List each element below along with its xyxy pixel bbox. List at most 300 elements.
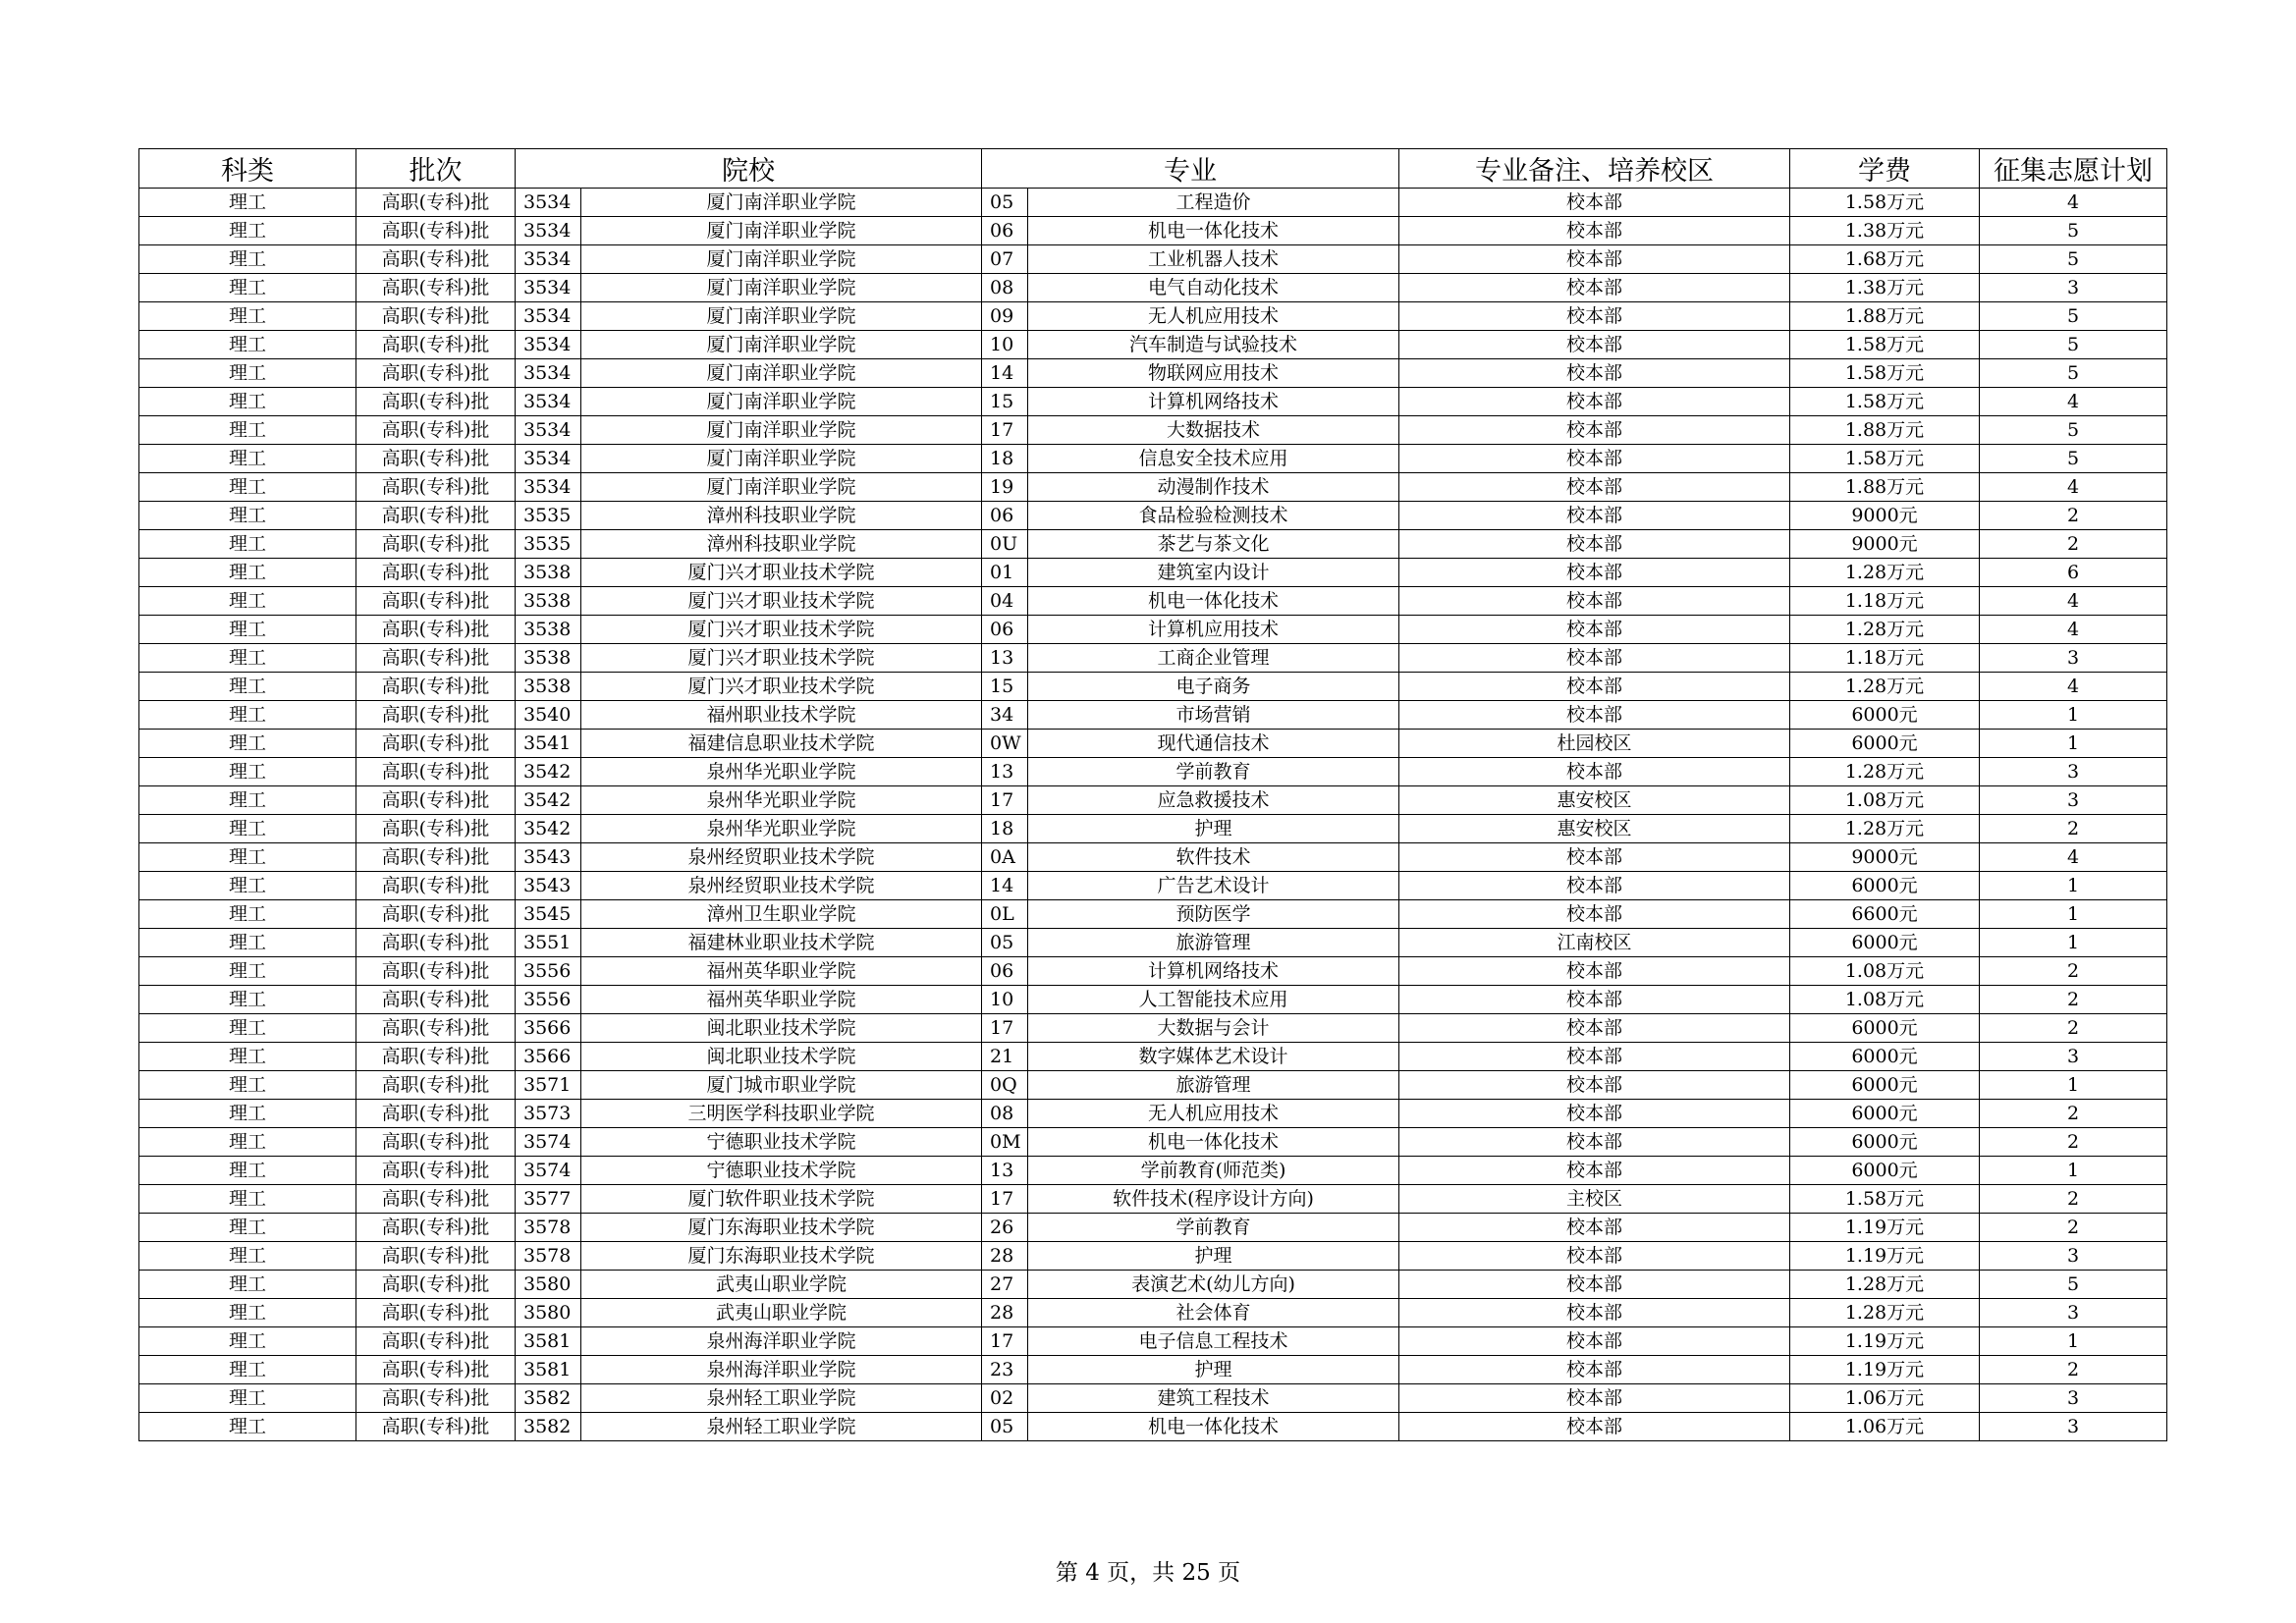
major-name-cell: 软件技术 [1028, 843, 1399, 872]
table-row [139, 616, 2167, 644]
institution-name-cell: 厦门南洋职业学院 [581, 445, 982, 473]
institution-name-cell: 厦门南洋职业学院 [581, 245, 982, 274]
batch-cell: 高职(专科)批 [356, 616, 516, 644]
major-code-cell: 17 [982, 1185, 1028, 1214]
institution-name-cell: 闽北职业技术学院 [581, 1014, 982, 1043]
batch-cell: 高职(专科)批 [356, 1043, 516, 1071]
category-cell: 理工 [139, 986, 356, 1014]
tuition-cell: 1.38万元 [1790, 274, 1980, 302]
campus-cell: 校本部 [1399, 1327, 1790, 1356]
major-code-cell: 13 [982, 1157, 1028, 1185]
institution-code-cell: 3534 [516, 189, 581, 217]
major-code-cell: 0U [982, 530, 1028, 559]
category-cell: 理工 [139, 502, 356, 530]
table-row [139, 559, 2167, 587]
institution-code-cell: 3540 [516, 701, 581, 730]
institution-code-cell: 3573 [516, 1100, 581, 1128]
tuition-cell: 1.28万元 [1790, 673, 1980, 701]
campus-cell: 校本部 [1399, 1384, 1790, 1413]
institution-code-cell: 3577 [516, 1185, 581, 1214]
campus-cell: 校本部 [1399, 416, 1790, 445]
table-row [139, 957, 2167, 986]
category-cell: 理工 [139, 245, 356, 274]
table-row [139, 730, 2167, 758]
plan-count-cell: 5 [1980, 416, 2167, 445]
campus-cell: 校本部 [1399, 1157, 1790, 1185]
table-row [139, 1214, 2167, 1242]
institution-code-cell: 3538 [516, 587, 581, 616]
major-name-cell: 机电一体化技术 [1028, 1413, 1399, 1441]
batch-cell: 高职(专科)批 [356, 359, 516, 388]
plan-count-cell: 1 [1980, 900, 2167, 929]
table-row [139, 1185, 2167, 1214]
batch-cell: 高职(专科)批 [356, 1327, 516, 1356]
major-name-cell: 机电一体化技术 [1028, 1128, 1399, 1157]
campus-cell: 校本部 [1399, 616, 1790, 644]
plan-count-cell: 5 [1980, 359, 2167, 388]
table-row [139, 1043, 2167, 1071]
institution-name-cell: 福州职业技术学院 [581, 701, 982, 730]
major-name-cell: 预防医学 [1028, 900, 1399, 929]
plan-count-cell: 2 [1980, 1128, 2167, 1157]
category-cell: 理工 [139, 388, 356, 416]
table-row [139, 217, 2167, 245]
plan-count-cell: 2 [1980, 1356, 2167, 1384]
institution-name-cell: 泉州华光职业学院 [581, 758, 982, 786]
major-name-cell: 电子信息工程技术 [1028, 1327, 1399, 1356]
campus-cell: 校本部 [1399, 189, 1790, 217]
campus-cell: 校本部 [1399, 445, 1790, 473]
major-code-cell: 07 [982, 245, 1028, 274]
major-name-cell: 机电一体化技术 [1028, 587, 1399, 616]
institution-code-cell: 3556 [516, 986, 581, 1014]
institution-code-cell: 3556 [516, 957, 581, 986]
table-row [139, 388, 2167, 416]
campus-cell: 校本部 [1399, 1413, 1790, 1441]
category-cell: 理工 [139, 1356, 356, 1384]
plan-count-cell: 5 [1980, 217, 2167, 245]
major-code-cell: 15 [982, 673, 1028, 701]
institution-code-cell: 3538 [516, 644, 581, 673]
plan-count-cell: 2 [1980, 1014, 2167, 1043]
institution-name-cell: 漳州卫生职业学院 [581, 900, 982, 929]
category-cell: 理工 [139, 1043, 356, 1071]
plan-count-cell: 5 [1980, 331, 2167, 359]
header-institution: 院校 [516, 149, 982, 189]
tuition-cell: 1.19万元 [1790, 1327, 1980, 1356]
major-name-cell: 护理 [1028, 1356, 1399, 1384]
campus-cell: 主校区 [1399, 1185, 1790, 1214]
campus-cell: 校本部 [1399, 644, 1790, 673]
batch-cell: 高职(专科)批 [356, 1271, 516, 1299]
tuition-cell: 1.18万元 [1790, 644, 1980, 673]
batch-cell: 高职(专科)批 [356, 559, 516, 587]
plan-count-cell: 2 [1980, 1214, 2167, 1242]
category-cell: 理工 [139, 758, 356, 786]
category-cell: 理工 [139, 1071, 356, 1100]
campus-cell: 校本部 [1399, 1271, 1790, 1299]
campus-cell: 校本部 [1399, 1214, 1790, 1242]
major-name-cell: 社会体育 [1028, 1299, 1399, 1327]
table-row [139, 786, 2167, 815]
institution-name-cell: 厦门南洋职业学院 [581, 359, 982, 388]
category-cell: 理工 [139, 331, 356, 359]
category-cell: 理工 [139, 1157, 356, 1185]
table-row [139, 502, 2167, 530]
table-row [139, 1356, 2167, 1384]
plan-count-cell: 3 [1980, 786, 2167, 815]
campus-cell: 校本部 [1399, 530, 1790, 559]
batch-cell: 高职(专科)批 [356, 1214, 516, 1242]
campus-cell: 校本部 [1399, 843, 1790, 872]
institution-code-cell: 3566 [516, 1043, 581, 1071]
plan-count-cell: 4 [1980, 843, 2167, 872]
institution-code-cell: 3534 [516, 245, 581, 274]
campus-cell: 校本部 [1399, 900, 1790, 929]
category-cell: 理工 [139, 900, 356, 929]
major-code-cell: 06 [982, 502, 1028, 530]
major-name-cell: 建筑室内设计 [1028, 559, 1399, 587]
major-name-cell: 护理 [1028, 815, 1399, 843]
batch-cell: 高职(专科)批 [356, 1128, 516, 1157]
batch-cell: 高职(专科)批 [356, 245, 516, 274]
table-row [139, 1242, 2167, 1271]
category-cell: 理工 [139, 445, 356, 473]
institution-code-cell: 3578 [516, 1214, 581, 1242]
major-name-cell: 广告艺术设计 [1028, 872, 1399, 900]
plan-count-cell: 2 [1980, 530, 2167, 559]
batch-cell: 高职(专科)批 [356, 1413, 516, 1441]
major-code-cell: 13 [982, 758, 1028, 786]
batch-cell: 高职(专科)批 [356, 872, 516, 900]
institution-code-cell: 3571 [516, 1071, 581, 1100]
institution-name-cell: 厦门南洋职业学院 [581, 473, 982, 502]
table-row [139, 1014, 2167, 1043]
institution-name-cell: 厦门南洋职业学院 [581, 388, 982, 416]
category-cell: 理工 [139, 1271, 356, 1299]
institution-name-cell: 泉州华光职业学院 [581, 815, 982, 843]
institution-name-cell: 厦门南洋职业学院 [581, 416, 982, 445]
plan-count-cell: 2 [1980, 986, 2167, 1014]
tuition-cell: 1.18万元 [1790, 587, 1980, 616]
major-name-cell: 应急救援技术 [1028, 786, 1399, 815]
major-name-cell: 大数据技术 [1028, 416, 1399, 445]
institution-code-cell: 3535 [516, 530, 581, 559]
plan-count-cell: 5 [1980, 1271, 2167, 1299]
batch-cell: 高职(专科)批 [356, 957, 516, 986]
major-name-cell: 工商企业管理 [1028, 644, 1399, 673]
table-row [139, 416, 2167, 445]
plan-count-cell: 4 [1980, 388, 2167, 416]
campus-cell: 校本部 [1399, 758, 1790, 786]
batch-cell: 高职(专科)批 [356, 1014, 516, 1043]
institution-name-cell: 宁德职业技术学院 [581, 1157, 982, 1185]
tuition-cell: 9000元 [1790, 843, 1980, 872]
major-name-cell: 计算机应用技术 [1028, 616, 1399, 644]
institution-code-cell: 3538 [516, 616, 581, 644]
major-name-cell: 学前教育 [1028, 758, 1399, 786]
batch-cell: 高职(专科)批 [356, 587, 516, 616]
institution-code-cell: 3542 [516, 786, 581, 815]
table-row [139, 929, 2167, 957]
batch-cell: 高职(专科)批 [356, 1185, 516, 1214]
major-name-cell: 软件技术(程序设计方向) [1028, 1185, 1399, 1214]
institution-code-cell: 3578 [516, 1242, 581, 1271]
major-name-cell: 无人机应用技术 [1028, 302, 1399, 331]
campus-cell: 校本部 [1399, 359, 1790, 388]
major-name-cell: 旅游管理 [1028, 929, 1399, 957]
plan-count-cell: 1 [1980, 1327, 2167, 1356]
tuition-cell: 1.58万元 [1790, 445, 1980, 473]
category-cell: 理工 [139, 872, 356, 900]
major-code-cell: 17 [982, 1327, 1028, 1356]
batch-cell: 高职(专科)批 [356, 786, 516, 815]
campus-cell: 校本部 [1399, 872, 1790, 900]
table-row [139, 245, 2167, 274]
batch-cell: 高职(专科)批 [356, 302, 516, 331]
institution-name-cell: 厦门兴才职业技术学院 [581, 673, 982, 701]
major-name-cell: 旅游管理 [1028, 1071, 1399, 1100]
category-cell: 理工 [139, 1100, 356, 1128]
table-row [139, 473, 2167, 502]
institution-name-cell: 厦门南洋职业学院 [581, 274, 982, 302]
plan-count-cell: 1 [1980, 872, 2167, 900]
tuition-cell: 1.19万元 [1790, 1214, 1980, 1242]
table-row [139, 359, 2167, 388]
tuition-cell: 1.19万元 [1790, 1242, 1980, 1271]
campus-cell: 校本部 [1399, 957, 1790, 986]
table-row [139, 1128, 2167, 1157]
plan-count-cell: 1 [1980, 929, 2167, 957]
tuition-cell: 6000元 [1790, 730, 1980, 758]
tuition-cell: 1.28万元 [1790, 1271, 1980, 1299]
institution-code-cell: 3534 [516, 217, 581, 245]
plan-count-cell: 5 [1980, 245, 2167, 274]
page-footer: 第 4 页，共 25 页 [1055, 1560, 1241, 1586]
table-row [139, 1157, 2167, 1185]
institution-code-cell: 3535 [516, 502, 581, 530]
category-cell: 理工 [139, 730, 356, 758]
major-code-cell: 04 [982, 587, 1028, 616]
plan-count-cell: 4 [1980, 616, 2167, 644]
institution-code-cell: 3542 [516, 758, 581, 786]
major-name-cell: 工业机器人技术 [1028, 245, 1399, 274]
major-code-cell: 05 [982, 189, 1028, 217]
plan-count-cell: 3 [1980, 1242, 2167, 1271]
tuition-cell: 6000元 [1790, 1043, 1980, 1071]
tuition-cell: 1.19万元 [1790, 1356, 1980, 1384]
major-name-cell: 数字媒体艺术设计 [1028, 1043, 1399, 1071]
table-row [139, 1071, 2167, 1100]
table-row [139, 445, 2167, 473]
admission-plan-table [138, 148, 2167, 1441]
category-cell: 理工 [139, 587, 356, 616]
header-plan: 征集志愿计划 [1980, 149, 2167, 189]
category-cell: 理工 [139, 616, 356, 644]
header-batch: 批次 [356, 149, 516, 189]
category-cell: 理工 [139, 1413, 356, 1441]
category-cell: 理工 [139, 1185, 356, 1214]
tuition-cell: 1.28万元 [1790, 1299, 1980, 1327]
institution-name-cell: 厦门东海职业技术学院 [581, 1214, 982, 1242]
plan-count-cell: 3 [1980, 1299, 2167, 1327]
institution-code-cell: 3534 [516, 302, 581, 331]
category-cell: 理工 [139, 359, 356, 388]
tuition-cell: 6000元 [1790, 929, 1980, 957]
table-row [139, 274, 2167, 302]
table-row [139, 1413, 2167, 1441]
institution-code-cell: 3582 [516, 1413, 581, 1441]
tuition-cell: 9000元 [1790, 502, 1980, 530]
institution-name-cell: 厦门南洋职业学院 [581, 189, 982, 217]
category-cell: 理工 [139, 1327, 356, 1356]
category-cell: 理工 [139, 473, 356, 502]
major-code-cell: 18 [982, 815, 1028, 843]
tuition-cell: 6000元 [1790, 1100, 1980, 1128]
major-code-cell: 02 [982, 1384, 1028, 1413]
campus-cell: 江南校区 [1399, 929, 1790, 957]
table-row [139, 331, 2167, 359]
institution-name-cell: 漳州科技职业学院 [581, 530, 982, 559]
campus-cell: 校本部 [1399, 1128, 1790, 1157]
institution-code-cell: 3534 [516, 445, 581, 473]
category-cell: 理工 [139, 786, 356, 815]
institution-code-cell: 3566 [516, 1014, 581, 1043]
batch-cell: 高职(专科)批 [356, 217, 516, 245]
tuition-cell: 1.88万元 [1790, 416, 1980, 445]
batch-cell: 高职(专科)批 [356, 1356, 516, 1384]
table-row [139, 587, 2167, 616]
batch-cell: 高职(专科)批 [356, 445, 516, 473]
major-code-cell: 19 [982, 473, 1028, 502]
tuition-cell: 1.28万元 [1790, 815, 1980, 843]
institution-code-cell: 3541 [516, 730, 581, 758]
major-name-cell: 机电一体化技术 [1028, 217, 1399, 245]
tuition-cell: 1.08万元 [1790, 986, 1980, 1014]
major-code-cell: 14 [982, 359, 1028, 388]
batch-cell: 高职(专科)批 [356, 929, 516, 957]
institution-name-cell: 泉州华光职业学院 [581, 786, 982, 815]
plan-count-cell: 6 [1980, 559, 2167, 587]
major-code-cell: 0L [982, 900, 1028, 929]
campus-cell: 校本部 [1399, 302, 1790, 331]
major-code-cell: 06 [982, 616, 1028, 644]
batch-cell: 高职(专科)批 [356, 1157, 516, 1185]
institution-code-cell: 3534 [516, 359, 581, 388]
major-name-cell: 学前教育(师范类) [1028, 1157, 1399, 1185]
institution-code-cell: 3543 [516, 872, 581, 900]
tuition-cell: 1.88万元 [1790, 473, 1980, 502]
major-code-cell: 09 [982, 302, 1028, 331]
major-code-cell: 21 [982, 1043, 1028, 1071]
header-remarks-campus: 专业备注、培养校区 [1399, 149, 1790, 189]
tuition-cell: 1.28万元 [1790, 559, 1980, 587]
major-code-cell: 17 [982, 416, 1028, 445]
batch-cell: 高职(专科)批 [356, 701, 516, 730]
batch-cell: 高职(专科)批 [356, 673, 516, 701]
tuition-cell: 6000元 [1790, 1014, 1980, 1043]
campus-cell: 校本部 [1399, 1356, 1790, 1384]
institution-name-cell: 厦门软件职业技术学院 [581, 1185, 982, 1214]
batch-cell: 高职(专科)批 [356, 473, 516, 502]
table-body [139, 189, 2167, 1441]
campus-cell: 校本部 [1399, 1043, 1790, 1071]
plan-count-cell: 2 [1980, 957, 2167, 986]
plan-count-cell: 3 [1980, 758, 2167, 786]
category-cell: 理工 [139, 673, 356, 701]
campus-cell: 校本部 [1399, 217, 1790, 245]
major-code-cell: 05 [982, 1413, 1028, 1441]
institution-name-cell: 厦门兴才职业技术学院 [581, 587, 982, 616]
major-code-cell: 0Q [982, 1071, 1028, 1100]
table-row [139, 302, 2167, 331]
institution-name-cell: 泉州经贸职业技术学院 [581, 872, 982, 900]
plan-count-cell: 4 [1980, 673, 2167, 701]
institution-name-cell: 厦门南洋职业学院 [581, 331, 982, 359]
category-cell: 理工 [139, 843, 356, 872]
table-row [139, 758, 2167, 786]
tuition-cell: 1.68万元 [1790, 245, 1980, 274]
campus-cell: 校本部 [1399, 1014, 1790, 1043]
institution-name-cell: 泉州经贸职业技术学院 [581, 843, 982, 872]
plan-count-cell: 4 [1980, 189, 2167, 217]
table-row [139, 673, 2167, 701]
header-major: 专业 [982, 149, 1399, 189]
plan-count-cell: 3 [1980, 644, 2167, 673]
institution-code-cell: 3534 [516, 416, 581, 445]
institution-code-cell: 3538 [516, 673, 581, 701]
plan-count-cell: 2 [1980, 1185, 2167, 1214]
major-name-cell: 大数据与会计 [1028, 1014, 1399, 1043]
institution-code-cell: 3581 [516, 1356, 581, 1384]
batch-cell: 高职(专科)批 [356, 843, 516, 872]
campus-cell: 惠安校区 [1399, 815, 1790, 843]
plan-count-cell: 3 [1980, 274, 2167, 302]
institution-code-cell: 3574 [516, 1128, 581, 1157]
campus-cell: 惠安校区 [1399, 786, 1790, 815]
tuition-cell: 6000元 [1790, 1071, 1980, 1100]
batch-cell: 高职(专科)批 [356, 758, 516, 786]
batch-cell: 高职(专科)批 [356, 502, 516, 530]
category-cell: 理工 [139, 1128, 356, 1157]
major-name-cell: 食品检验检测技术 [1028, 502, 1399, 530]
table-row [139, 815, 2167, 843]
plan-count-cell: 2 [1980, 502, 2167, 530]
major-name-cell: 信息安全技术应用 [1028, 445, 1399, 473]
campus-cell: 校本部 [1399, 673, 1790, 701]
category-cell: 理工 [139, 189, 356, 217]
table-row [139, 986, 2167, 1014]
major-code-cell: 06 [982, 217, 1028, 245]
table-row [139, 1271, 2167, 1299]
tuition-cell: 6600元 [1790, 900, 1980, 929]
institution-name-cell: 厦门兴才职业技术学院 [581, 559, 982, 587]
major-code-cell: 06 [982, 957, 1028, 986]
major-code-cell: 0W [982, 730, 1028, 758]
tuition-cell: 1.08万元 [1790, 957, 1980, 986]
major-code-cell: 05 [982, 929, 1028, 957]
campus-cell: 校本部 [1399, 1100, 1790, 1128]
institution-code-cell: 3543 [516, 843, 581, 872]
major-code-cell: 01 [982, 559, 1028, 587]
campus-cell: 校本部 [1399, 274, 1790, 302]
institution-name-cell: 福建林业职业技术学院 [581, 929, 982, 957]
batch-cell: 高职(专科)批 [356, 1384, 516, 1413]
tuition-cell: 1.06万元 [1790, 1413, 1980, 1441]
batch-cell: 高职(专科)批 [356, 730, 516, 758]
major-code-cell: 15 [982, 388, 1028, 416]
batch-cell: 高职(专科)批 [356, 530, 516, 559]
